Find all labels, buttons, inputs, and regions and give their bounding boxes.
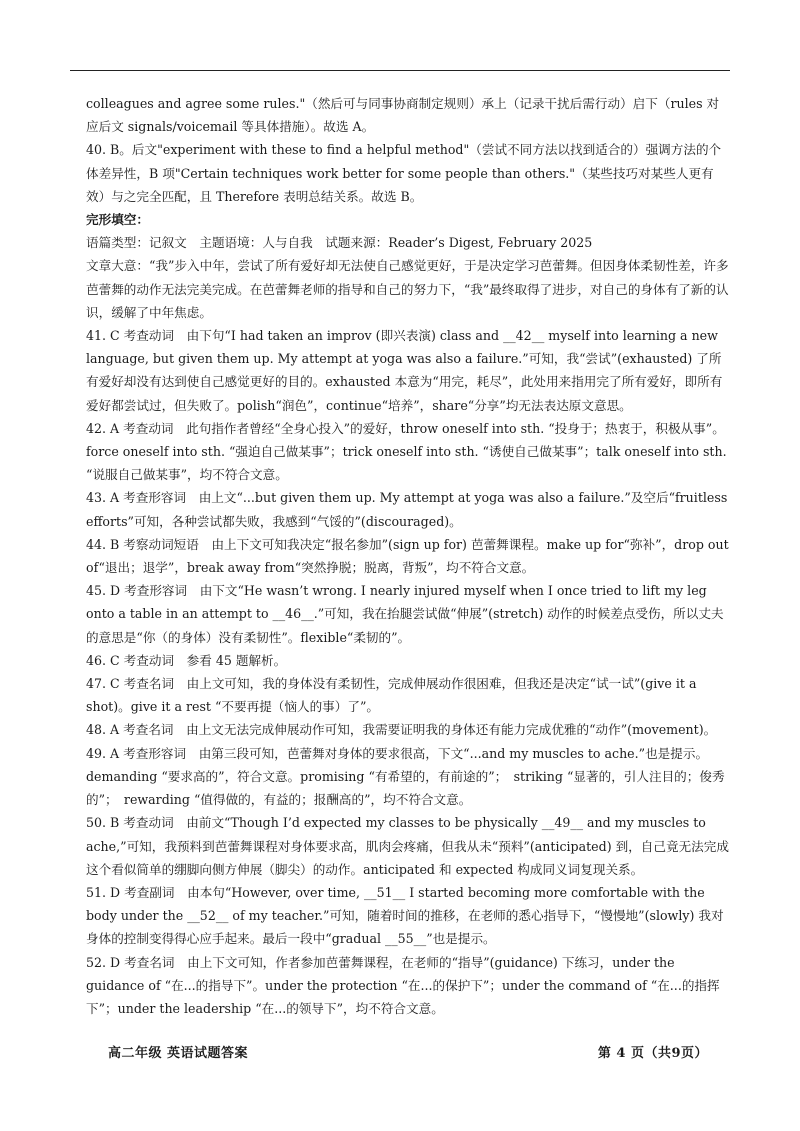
answer-40: 40. B。后文"experiment with these to find a helpful method"（尝试不同方法以找到适合的）强调方法的个体差异性，B 项"Certain techniques work better for some people than others."（某些技巧对某些人更有效）与之完全匹配，且 Therefore 表明总结关系。故选 B。 — [86, 142, 722, 204]
answer-41: 41. C 考查动词 由下句“I had taken an improv (即兴表演) class and __42__ myself into learning a new language, but given them up. My attempt at yoga was also a failure.”可知，我“尝试”(exhausted) 了所有爱好却没有达到使自己感觉更好的目的。exhausted 本意为“用完，耗尽”，此处用来指用完了所有爱好，即所有爱好都尝试过，但失败了。polish“润色”，continue“培养”，share“分享”均无法表达原文意思。 — [86, 328, 723, 413]
answer-43: 43. A 考查形容词 由上文“...but given them up. My attempt at yoga was also a failure.”及空后“fruitless efforts”可知，各种尝试都失败，我感到“气馁的”(discouraged)。 — [86, 490, 728, 529]
answer-49: 49. A 考查形容词 由第三段可知，芭蕾舞对身体的要求很高，下文“...and my muscles to ache.”也是提示。demanding “要求高的”，符合文意。promising “有希望的，有前途的”； striking “显著的，引人注目的；俊秀的”； rewarding “值得做的，有益的；报酬高的”，均不符合文意。 — [86, 745, 725, 808]
answer-content — [86, 92, 730, 1020]
answer-44: 44. B 考察动词短语 由上下文可知我决定“报名参加”(sign up for) 芭蕾舞课程。make up for“弥补”，drop out of“退出；退学”，break away from“突然挣脱；脱离，背叛”，均不符合文意。 — [86, 536, 729, 576]
footer-page-number: 第 4 页（共9页） — [597, 1046, 708, 1061]
answer-50: 50. B 考查动词 由前文“Though I’d expected my classes to be physically __49__ and my muscles to ache,”可知，我预料到芭蕾舞课程对身体要求高，肌肉会疼痛，但我从未“预料”(anticipated) 到，自己竟无法完成这个看似简单的绷脚向侧方伸展（脚尖）的动作。anticipated 和 expected 构成同义词复现关系。 — [86, 815, 729, 877]
passage-info: 语篇类型：记叙文 主题语境：人与自我 试题来源：Reader’s Digest, February 2025 — [86, 235, 593, 251]
answer-39-continued: colleagues and agree some rules."（然后可与同事协商制定规则）承上（记录干扰后需行动）启下（rules 对应后文 signals/voicemail 等具体措施）。故选 A。 — [86, 96, 720, 135]
footer-exam-title: 高二年级 英语试题答案 — [108, 1046, 249, 1061]
answer-46: 46. C 考查动词 参看 45 题解析。 — [86, 652, 287, 668]
header-rule — [70, 70, 730, 71]
answer-51: 51. D 考查副词 由本句“However, over time, __51__ I started becoming more comfortable with the body under the __52__ of my teacher.”可知，随着时间的推移，在老师的悉心指导下，“慢慢地”(slowly) 我对身体的控制变得得心应手起来。最后一段中“gradual __55__”也是提示。 — [86, 884, 724, 947]
cloze-section-title: 完形填空： — [86, 212, 149, 228]
answer-42: 42. A 考查动词 此句指作者曾经“全身心投入”的爱好，throw oneself into sth. “投身于；热衷于，积极从事”。force oneself into sth. “强迫自己做某事”；trick oneself into sth. “诱使自己做某事”；talk oneself into sth. “说服自己做某事”，均不符合文意。 — [86, 420, 727, 483]
answer-48: 48. A 考查名词 由上文无法完成伸展动作可知，我需要证明我的身体还有能力完成优雅的“动作”(movement)。 — [86, 722, 717, 738]
page-footer — [108, 1042, 708, 1061]
answer-45: 45. D 考查形容词 由下文“He wasn’t wrong. I nearly injured myself when I once tried to lift my leg onto a table in an attempt to __46__.”可知，我在抬腿尝试做“伸展”(stretch) 动作的时候差点受伤，所以丈夫的意思是“你（的身体）没有柔韧性”。flexible“柔韧的”。 — [86, 583, 724, 645]
answer-52: 52. D 考查名词 由上下文可知，作者参加芭蕾舞课程，在老师的“指导”(guidance) 下练习，under the guidance of “在...的指导下”。under the protection “在...的保护下”；under the command of “在...的指挥下”；under the leadership “在...的领导下”，均不符合文意。 — [86, 954, 720, 1016]
answer-47: 47. C 考查名词 由上文可知，我的身体没有柔韧性，完成伸展动作很困难，但我还是决定“试一试”(give it a shot)。give it a rest “不要再提（恼人的事）了”。 — [86, 676, 697, 715]
passage-summary: 文章大意：“我”步入中年，尝试了所有爱好却无法使自己感觉更好，于是决定学习芭蕾舞。但因身体柔韧性差，许多芭蕾舞的动作无法完美完成。在芭蕾舞老师的指导和自己的努力下，“我”最终取得了进步，对自己的身体有了新的认识，缓解了中年焦虑。 — [86, 258, 729, 320]
